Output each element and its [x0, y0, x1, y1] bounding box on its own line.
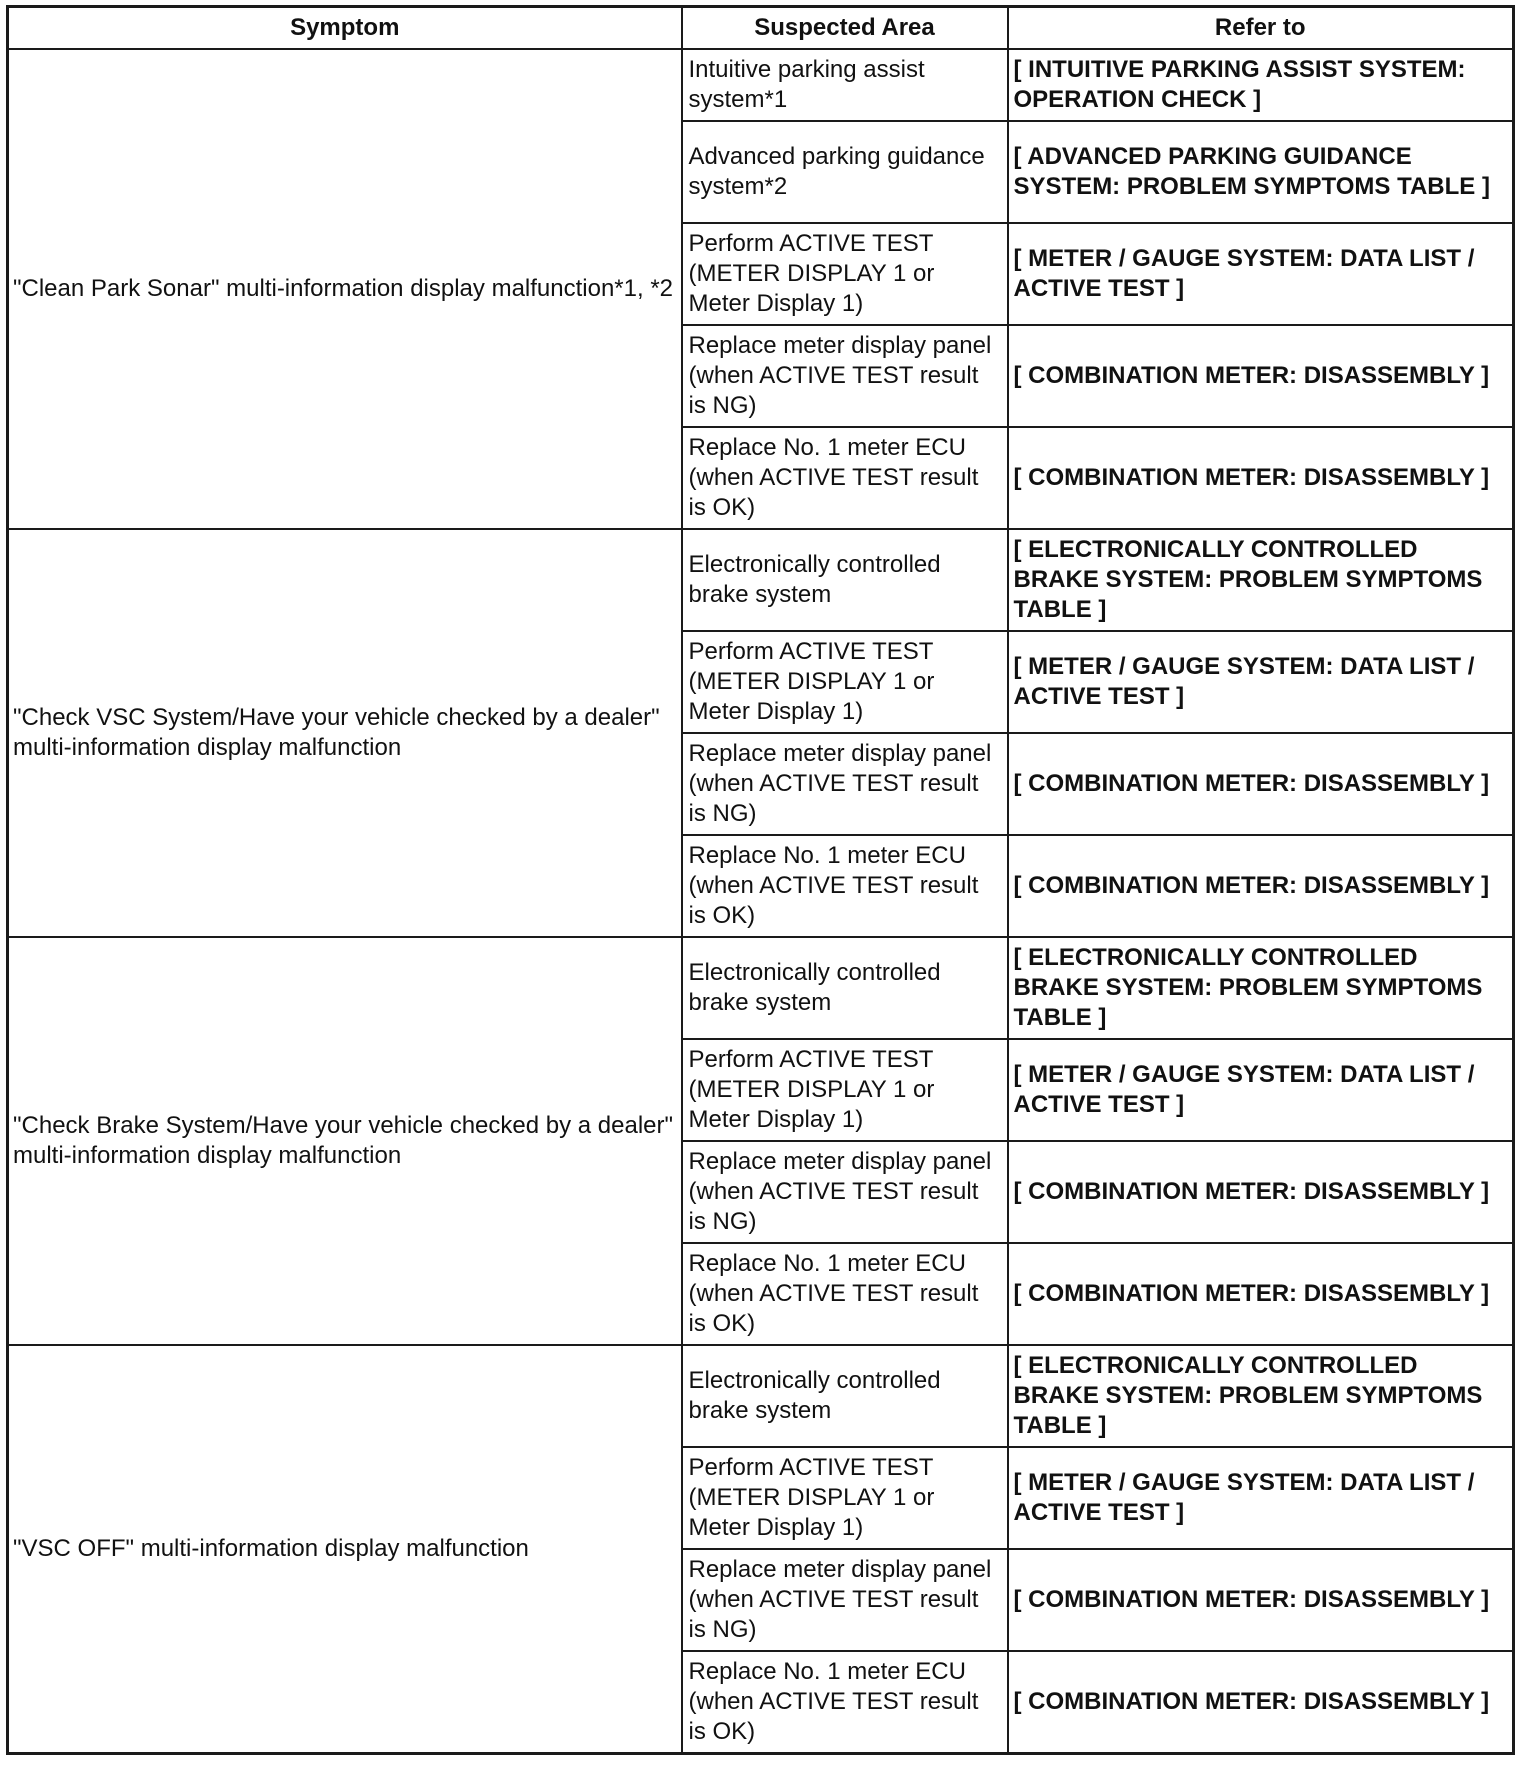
refer-to-link[interactable]: [ METER / GAUGE SYSTEM: DATA LIST / ACTIVE TEST ]	[1008, 1447, 1514, 1549]
refer-to-link[interactable]: [ COMBINATION METER: DISASSEMBLY ]	[1008, 733, 1514, 835]
refer-to-link[interactable]: [ COMBINATION METER: DISASSEMBLY ]	[1008, 1651, 1514, 1753]
header-row	[8, 7, 1514, 50]
table-row	[8, 937, 1514, 1039]
symptom-cell: "Check VSC System/Have your vehicle checked by a dealer" multi-information display malfunction	[8, 529, 682, 937]
refer-to-link[interactable]: [ COMBINATION METER: DISASSEMBLY ]	[1008, 325, 1514, 427]
refer-to-link[interactable]: [ COMBINATION METER: DISASSEMBLY ]	[1008, 835, 1514, 937]
symptom-cell: "Check Brake System/Have your vehicle checked by a dealer" multi-information display malfunction	[8, 937, 682, 1345]
suspected-area-cell: Replace No. 1 meter ECU (when ACTIVE TEST result is OK)	[682, 1243, 1008, 1345]
suspected-area-cell: Perform ACTIVE TEST (METER DISPLAY 1 or Meter Display 1)	[682, 1447, 1008, 1549]
header-refer-to: Refer to	[1008, 7, 1514, 50]
refer-to-link[interactable]: [ ELECTRONICALLY CONTROLLED BRAKE SYSTEM: PROBLEM SYMPTOMS TABLE ]	[1008, 1345, 1514, 1447]
table-row	[8, 529, 1514, 631]
suspected-area-cell: Perform ACTIVE TEST (METER DISPLAY 1 or Meter Display 1)	[682, 223, 1008, 325]
symptom-cell: "Clean Park Sonar" multi-information display malfunction*1, *2	[8, 49, 682, 529]
refer-to-link[interactable]: [ COMBINATION METER: DISASSEMBLY ]	[1008, 1141, 1514, 1243]
suspected-area-cell: Replace No. 1 meter ECU (when ACTIVE TEST result is OK)	[682, 835, 1008, 937]
header-symptom: Symptom	[8, 7, 682, 50]
refer-to-link[interactable]: [ COMBINATION METER: DISASSEMBLY ]	[1008, 427, 1514, 529]
suspected-area-cell: Advanced parking guidance system*2	[682, 121, 1008, 223]
suspected-area-cell: Replace meter display panel (when ACTIVE TEST result is NG)	[682, 733, 1008, 835]
suspected-area-cell: Electronically controlled brake system	[682, 1345, 1008, 1447]
suspected-area-cell: Replace No. 1 meter ECU (when ACTIVE TEST result is OK)	[682, 427, 1008, 529]
refer-to-link[interactable]: [ METER / GAUGE SYSTEM: DATA LIST / ACTIVE TEST ]	[1008, 223, 1514, 325]
suspected-area-cell: Replace meter display panel (when ACTIVE TEST result is NG)	[682, 325, 1008, 427]
table-row	[8, 49, 1514, 121]
refer-to-link[interactable]: [ METER / GAUGE SYSTEM: DATA LIST / ACTIVE TEST ]	[1008, 1039, 1514, 1141]
refer-to-link[interactable]: [ INTUITIVE PARKING ASSIST SYSTEM: OPERATION CHECK ]	[1008, 49, 1514, 121]
refer-to-link[interactable]: [ METER / GAUGE SYSTEM: DATA LIST / ACTIVE TEST ]	[1008, 631, 1514, 733]
refer-to-link[interactable]: [ ELECTRONICALLY CONTROLLED BRAKE SYSTEM: PROBLEM SYMPTOMS TABLE ]	[1008, 529, 1514, 631]
suspected-area-cell: Replace meter display panel (when ACTIVE TEST result is NG)	[682, 1549, 1008, 1651]
table-container	[6, 5, 1512, 1755]
refer-to-link[interactable]: [ ADVANCED PARKING GUIDANCE SYSTEM: PROBLEM SYMPTOMS TABLE ]	[1008, 121, 1514, 223]
suspected-area-cell: Replace meter display panel (when ACTIVE TEST result is NG)	[682, 1141, 1008, 1243]
suspected-area-cell: Electronically controlled brake system	[682, 529, 1008, 631]
refer-to-link[interactable]: [ ELECTRONICALLY CONTROLLED BRAKE SYSTEM: PROBLEM SYMPTOMS TABLE ]	[1008, 937, 1514, 1039]
suspected-area-cell: Perform ACTIVE TEST (METER DISPLAY 1 or Meter Display 1)	[682, 1039, 1008, 1141]
troubleshooting-table	[6, 5, 1515, 1755]
header-suspected-area: Suspected Area	[682, 7, 1008, 50]
symptom-cell: "VSC OFF" multi-information display malfunction	[8, 1345, 682, 1753]
table-row	[8, 1345, 1514, 1447]
refer-to-link[interactable]: [ COMBINATION METER: DISASSEMBLY ]	[1008, 1243, 1514, 1345]
suspected-area-cell: Replace No. 1 meter ECU (when ACTIVE TEST result is OK)	[682, 1651, 1008, 1753]
suspected-area-cell: Intuitive parking assist system*1	[682, 49, 1008, 121]
suspected-area-cell: Electronically controlled brake system	[682, 937, 1008, 1039]
suspected-area-cell: Perform ACTIVE TEST (METER DISPLAY 1 or Meter Display 1)	[682, 631, 1008, 733]
refer-to-link[interactable]: [ COMBINATION METER: DISASSEMBLY ]	[1008, 1549, 1514, 1651]
